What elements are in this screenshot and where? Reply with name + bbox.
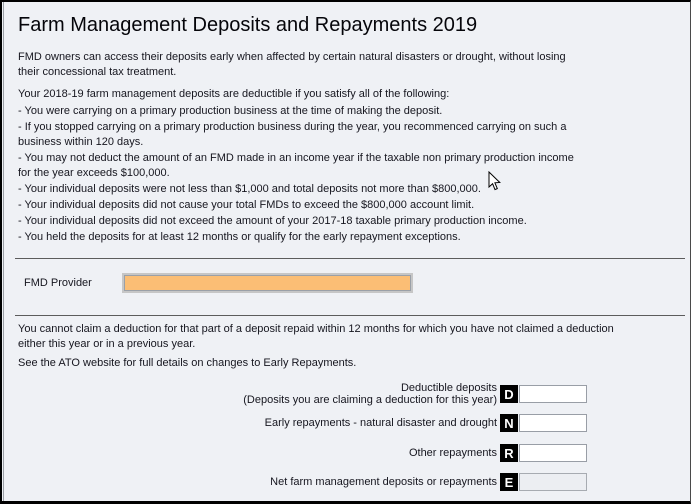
field-label-main: Net farm management deposits or repayments <box>270 476 497 488</box>
intro-line: their concessional tax treatment. <box>18 66 177 78</box>
field-input-R[interactable] <box>519 444 587 462</box>
condition-line: - If you stopped carrying on a primary production business during the year, you recommenced carrying on such a <box>18 121 567 133</box>
repayment-note-line: either this year or in a previous year. <box>18 338 196 350</box>
field-label-sub: (Deposits you are claiming a deduction for this year) <box>243 394 497 406</box>
field-label-main: Other repayments <box>408 447 497 459</box>
mouse-cursor <box>488 171 501 191</box>
condition-line: - You may not deduct the amount of an FMD made in an income year if the taxable non primary production income <box>18 152 574 164</box>
repayment-note-paragraph <box>18 322 614 352</box>
field-label <box>265 417 497 429</box>
field-label <box>409 447 497 459</box>
field-row-N <box>2 414 587 432</box>
field-row-E <box>2 473 587 491</box>
repayment-note-line: You cannot claim a deduction for that part of a deposit repaid within 12 months for which you have not claimed a deduction <box>18 323 614 335</box>
field-input-D[interactable] <box>519 385 587 403</box>
condition-item <box>18 120 574 150</box>
condition-item <box>18 214 574 229</box>
field-letter-box-N: N <box>500 414 518 432</box>
field-row-R <box>2 444 587 462</box>
ato-website-note: See the ATO website for full details on changes to Early Repayments. <box>18 357 357 369</box>
intro-line: FMD owners can access their deposits early when affected by certain natural disasters or drought, without losing <box>18 51 566 63</box>
condition-item <box>18 230 574 245</box>
field-label <box>270 476 497 488</box>
field-label-main: Deductible deposits <box>400 382 497 394</box>
field-letter-box-R: R <box>500 444 518 462</box>
field-label-main: Early repayments - natural disaster and drought <box>264 417 497 429</box>
fmd-provider-input[interactable] <box>122 273 413 293</box>
condition-line: - Your individual deposits were not less than $1,000 and total deposits not more than $800,000. <box>18 183 481 195</box>
condition-line: - You held the deposits for at least 12 months or qualify for the early repayment exceptions. <box>18 231 461 243</box>
condition-item <box>18 104 574 119</box>
divider-top <box>15 258 685 259</box>
page-title: Farm Management Deposits and Repayments 2019 <box>18 14 478 36</box>
condition-item <box>18 198 574 213</box>
divider-bottom <box>15 315 685 316</box>
field-input-N[interactable] <box>519 414 587 432</box>
field-letter-box-D: D <box>500 385 518 403</box>
fmd-provider-row <box>24 272 413 293</box>
field-row-D <box>2 382 587 406</box>
field-letter-box-E: E <box>500 473 518 491</box>
condition-line: - You were carrying on a primary production business at the time of making the deposit. <box>18 105 443 117</box>
condition-line: for the year exceeds $100,000. <box>18 167 170 179</box>
condition-line: - Your individual deposits did not exceed the amount of your 2017-18 taxable primary production income. <box>18 215 527 227</box>
deductible-heading: Your 2018-19 farm management deposits are deductible if you satisfy all of the following: <box>18 88 450 100</box>
condition-line: business within 120 days. <box>18 136 144 148</box>
condition-line: - Your individual deposits did not cause your total FMDs to exceed the $800,000 account limit. <box>18 199 475 211</box>
field-input-E <box>519 473 587 491</box>
fmd-provider-label: FMD Provider <box>24 276 92 289</box>
field-label <box>243 382 497 406</box>
intro-paragraph <box>18 50 566 80</box>
